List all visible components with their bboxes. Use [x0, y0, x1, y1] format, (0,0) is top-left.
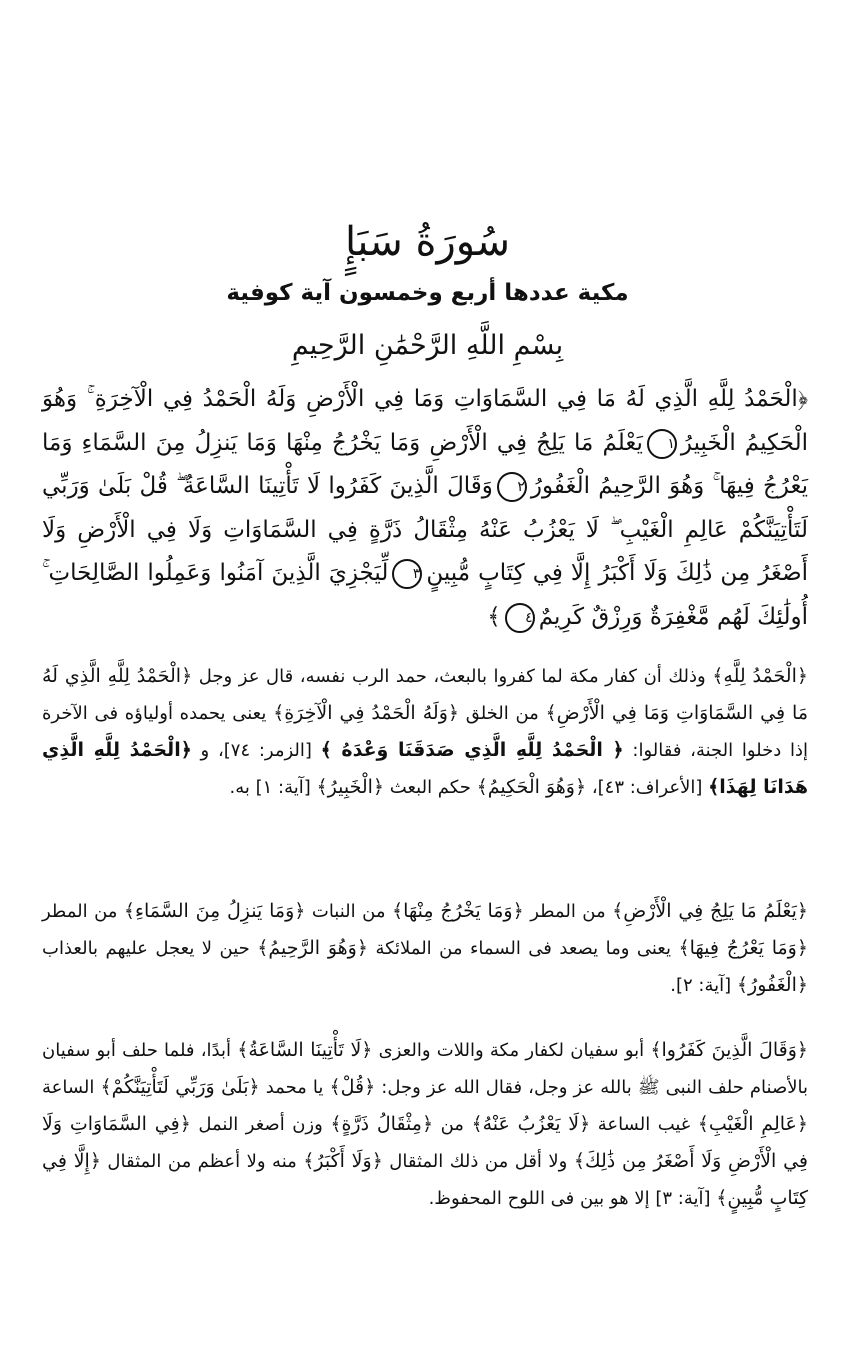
commentary-text: حين لا يعجل عليهم بالعذاب — [42, 938, 258, 959]
ayah-number-marker: ١ — [647, 429, 677, 459]
commentary-text: وزن أصغر النمل — [190, 1114, 331, 1135]
quoted-verse: ﴿لَا يَعْزُبُ عَنْهُ﴾ — [471, 1113, 591, 1135]
quoted-verse: ﴿وَمَا يَعْرُجُ فِيهَا﴾ — [678, 937, 808, 959]
commentary-text: من المطر — [523, 901, 613, 922]
closing-bracket: ﴾ — [487, 603, 501, 630]
commentary-text: أبو سفيان لكفار مكة واللات والعزى — [372, 1040, 651, 1061]
commentary-text: من — [433, 1114, 472, 1135]
tafsir-paragraph-3 — [42, 1032, 808, 1217]
quoted-verse: ﴿فِي السَّمَاوَاتِ وَلَا فِي الْأَرْضِ وَلَا أَصْغَرُ مِن ذَٰلِكَ﴾ — [42, 1113, 808, 1172]
cited-verse: ﴿الْحَمْدُ لِلَّهِ الَّذِي هَدَانَا لِهَذَا﴾ — [42, 739, 808, 798]
quoted-verse: ﴿قُلْ﴾ — [329, 1076, 376, 1098]
commentary-text: وذلك أن كفار مكة لما كفروا بالبعث، حمد الرب نفسه، قال عز وجل — [192, 666, 713, 687]
quran-verses — [42, 378, 808, 640]
quoted-verse: ﴿وَهُوَ الرَّحِيمُ﴾ — [257, 937, 368, 959]
surah-subtitle: مكية عددها أربع وخمسون آية كوفية — [226, 280, 629, 306]
commentary-text: [آية: ٢]. — [670, 975, 737, 996]
quoted-verse: ﴿وَلَا أَكْبَرُ﴾ — [303, 1150, 383, 1172]
quoted-verse: ﴿الْغَفُورُ﴾ — [736, 974, 808, 996]
basmala: بِسْمِ اللَّهِ الرَّحْمَٰنِ الرَّحِيمِ — [291, 330, 564, 361]
ayah-text-3: وَقَالَ الَّذِينَ كَفَرُوا لَا تَأْتِينَا السَّاعَةُ ۖ قُلْ بَلَىٰ وَرَبِّي لَتَأْتِيَنَّكُمْ عَالِمِ الْغَيْبِ ۖ لَا يَعْزُبُ عَنْهُ مِثْقَالُ ذَرَّةٍ فِي السَّمَاوَاتِ وَلَا فِي الْأَرْضِ وَلَا أَصْغَرُ مِن ذَٰلِكَ وَلَا أَكْبَرُ إِلَّا فِي كِتَابٍ مُّبِينٍ — [42, 473, 808, 587]
quoted-verse: ﴿الْحَمْدُ لِلَّهِ﴾ — [712, 665, 808, 687]
quoted-verse: ﴿وَمَا يَنزِلُ مِنَ السَّمَاءِ﴾ — [123, 900, 306, 922]
commentary-text: يعنى وما يصعد فى السماء من الملائكة — [367, 938, 679, 959]
quoted-verse: ﴿وَمَا يَخْرُجُ مِنْهَا﴾ — [391, 900, 524, 922]
commentary-text: منه ولا أعظم من المثقال — [100, 1151, 304, 1172]
ayah-number-marker: ٢ — [497, 472, 527, 502]
commentary-text: ولا أقل من ذلك المثقال — [382, 1151, 574, 1172]
commentary-text: يا محمد — [259, 1077, 330, 1098]
ayah-text-2: يَعْلَمُ مَا يَلِجُ فِي الْأَرْضِ وَمَا يَخْرُجُ مِنْهَا وَمَا يَنزِلُ مِنَ السَّمَاءِ وَمَا يَعْرُجُ فِيهَا ۚ وَهُوَ الرَّحِيمُ الْغَفُورُ — [42, 429, 808, 500]
ayah-number-marker: ٣ — [392, 559, 422, 589]
commentary-text: غيب الساعة — [590, 1114, 698, 1135]
ayah-text-1: ﴿الْحَمْدُ لِلَّهِ الَّذِي لَهُ مَا فِي السَّمَاوَاتِ وَمَا فِي الْأَرْضِ وَلَهُ الْحَمْدُ فِي الْآخِرَةِ ۚ وَهُوَ الْحَكِيمُ الْخَبِيرُ — [42, 386, 808, 456]
quoted-verse: ﴿عَالِمِ الْغَيْبِ﴾ — [697, 1113, 808, 1135]
commentary-text: [آية: ١] به. — [229, 777, 317, 798]
tafsir-paragraph-2 — [42, 893, 808, 1004]
cited-verse: ﴿ الْحَمْدُ لِلَّهِ الَّذِي صَدَقَنَا وَعْدَهُ ﴾ — [320, 739, 624, 761]
quoted-verse: ﴿وَقَالَ الَّذِينَ كَفَرُوا﴾ — [650, 1039, 808, 1061]
quoted-verse: ﴿يَعْلَمُ مَا يَلِجُ فِي الْأَرْضِ﴾ — [612, 900, 808, 922]
ayah-number-marker: ٤ — [505, 603, 535, 633]
quoted-verse: ﴿الْحَمْدُ لِلَّهِ الَّذِي لَهُ مَا فِي السَّمَاوَاتِ وَمَا فِي الْأَرْضِ﴾ — [42, 665, 808, 724]
commentary-text: من الخلق — [459, 703, 546, 724]
quoted-verse: ﴿الْخَبِيرُ﴾ — [316, 776, 385, 798]
commentary-text: [آية: ٣] إلا هو بين فى اللوح المحفوظ. — [428, 1188, 717, 1209]
commentary-text: يعنى يحمده أولياؤه فى الآخرة إذا دخلوا الجنة، فقالوا: — [42, 703, 808, 761]
commentary-text: من النبات — [305, 901, 392, 922]
commentary-text: أبدًا، فلما حلف أبو سفيان بالأصنام حلف النبى ﷺ بالله عز وجل، فقال الله عز وجل: — [42, 1040, 808, 1098]
commentary-text: من المطر — [42, 901, 124, 922]
surah-title: سُورَةُ سَبَإٍ — [345, 219, 510, 265]
commentary-text: حكم البعث — [384, 777, 477, 798]
quoted-verse: ﴿وَلَهُ الْحَمْدُ فِي الْآخِرَةِ﴾ — [273, 702, 460, 724]
quoted-verse: ﴿لَا تَأْتِينَا السَّاعَةُ﴾ — [237, 1039, 373, 1061]
quoted-verse: ﴿إِلَّا فِي كِتَابٍ مُّبِينٍ﴾ — [42, 1150, 808, 1209]
commentary-text: الساعة — [42, 1077, 101, 1098]
commentary-text: [الأعراف: ٤٣]، — [586, 777, 709, 798]
quoted-verse: ﴿وَهُوَ الْحَكِيمُ﴾ — [476, 776, 587, 798]
tafsir-paragraph-1 — [42, 658, 808, 806]
quoted-verse: ﴿بَلَىٰ وَرَبِّي لَتَأْتِيَنَّكُمْ﴾ — [100, 1076, 260, 1098]
commentary-text: [الزمر: ٧٤]، و — [191, 740, 321, 761]
quoted-verse: ﴿مِثْقَالُ ذَرَّةٍ﴾ — [330, 1113, 434, 1135]
ayah-text-4: لِّيَجْزِيَ الَّذِينَ آمَنُوا وَعَمِلُوا الصَّالِحَاتِ ۚ أُولَٰئِكَ لَهُم مَّغْفِرَةٌ وَرِزْقٌ كَرِيمٌ — [42, 560, 808, 630]
